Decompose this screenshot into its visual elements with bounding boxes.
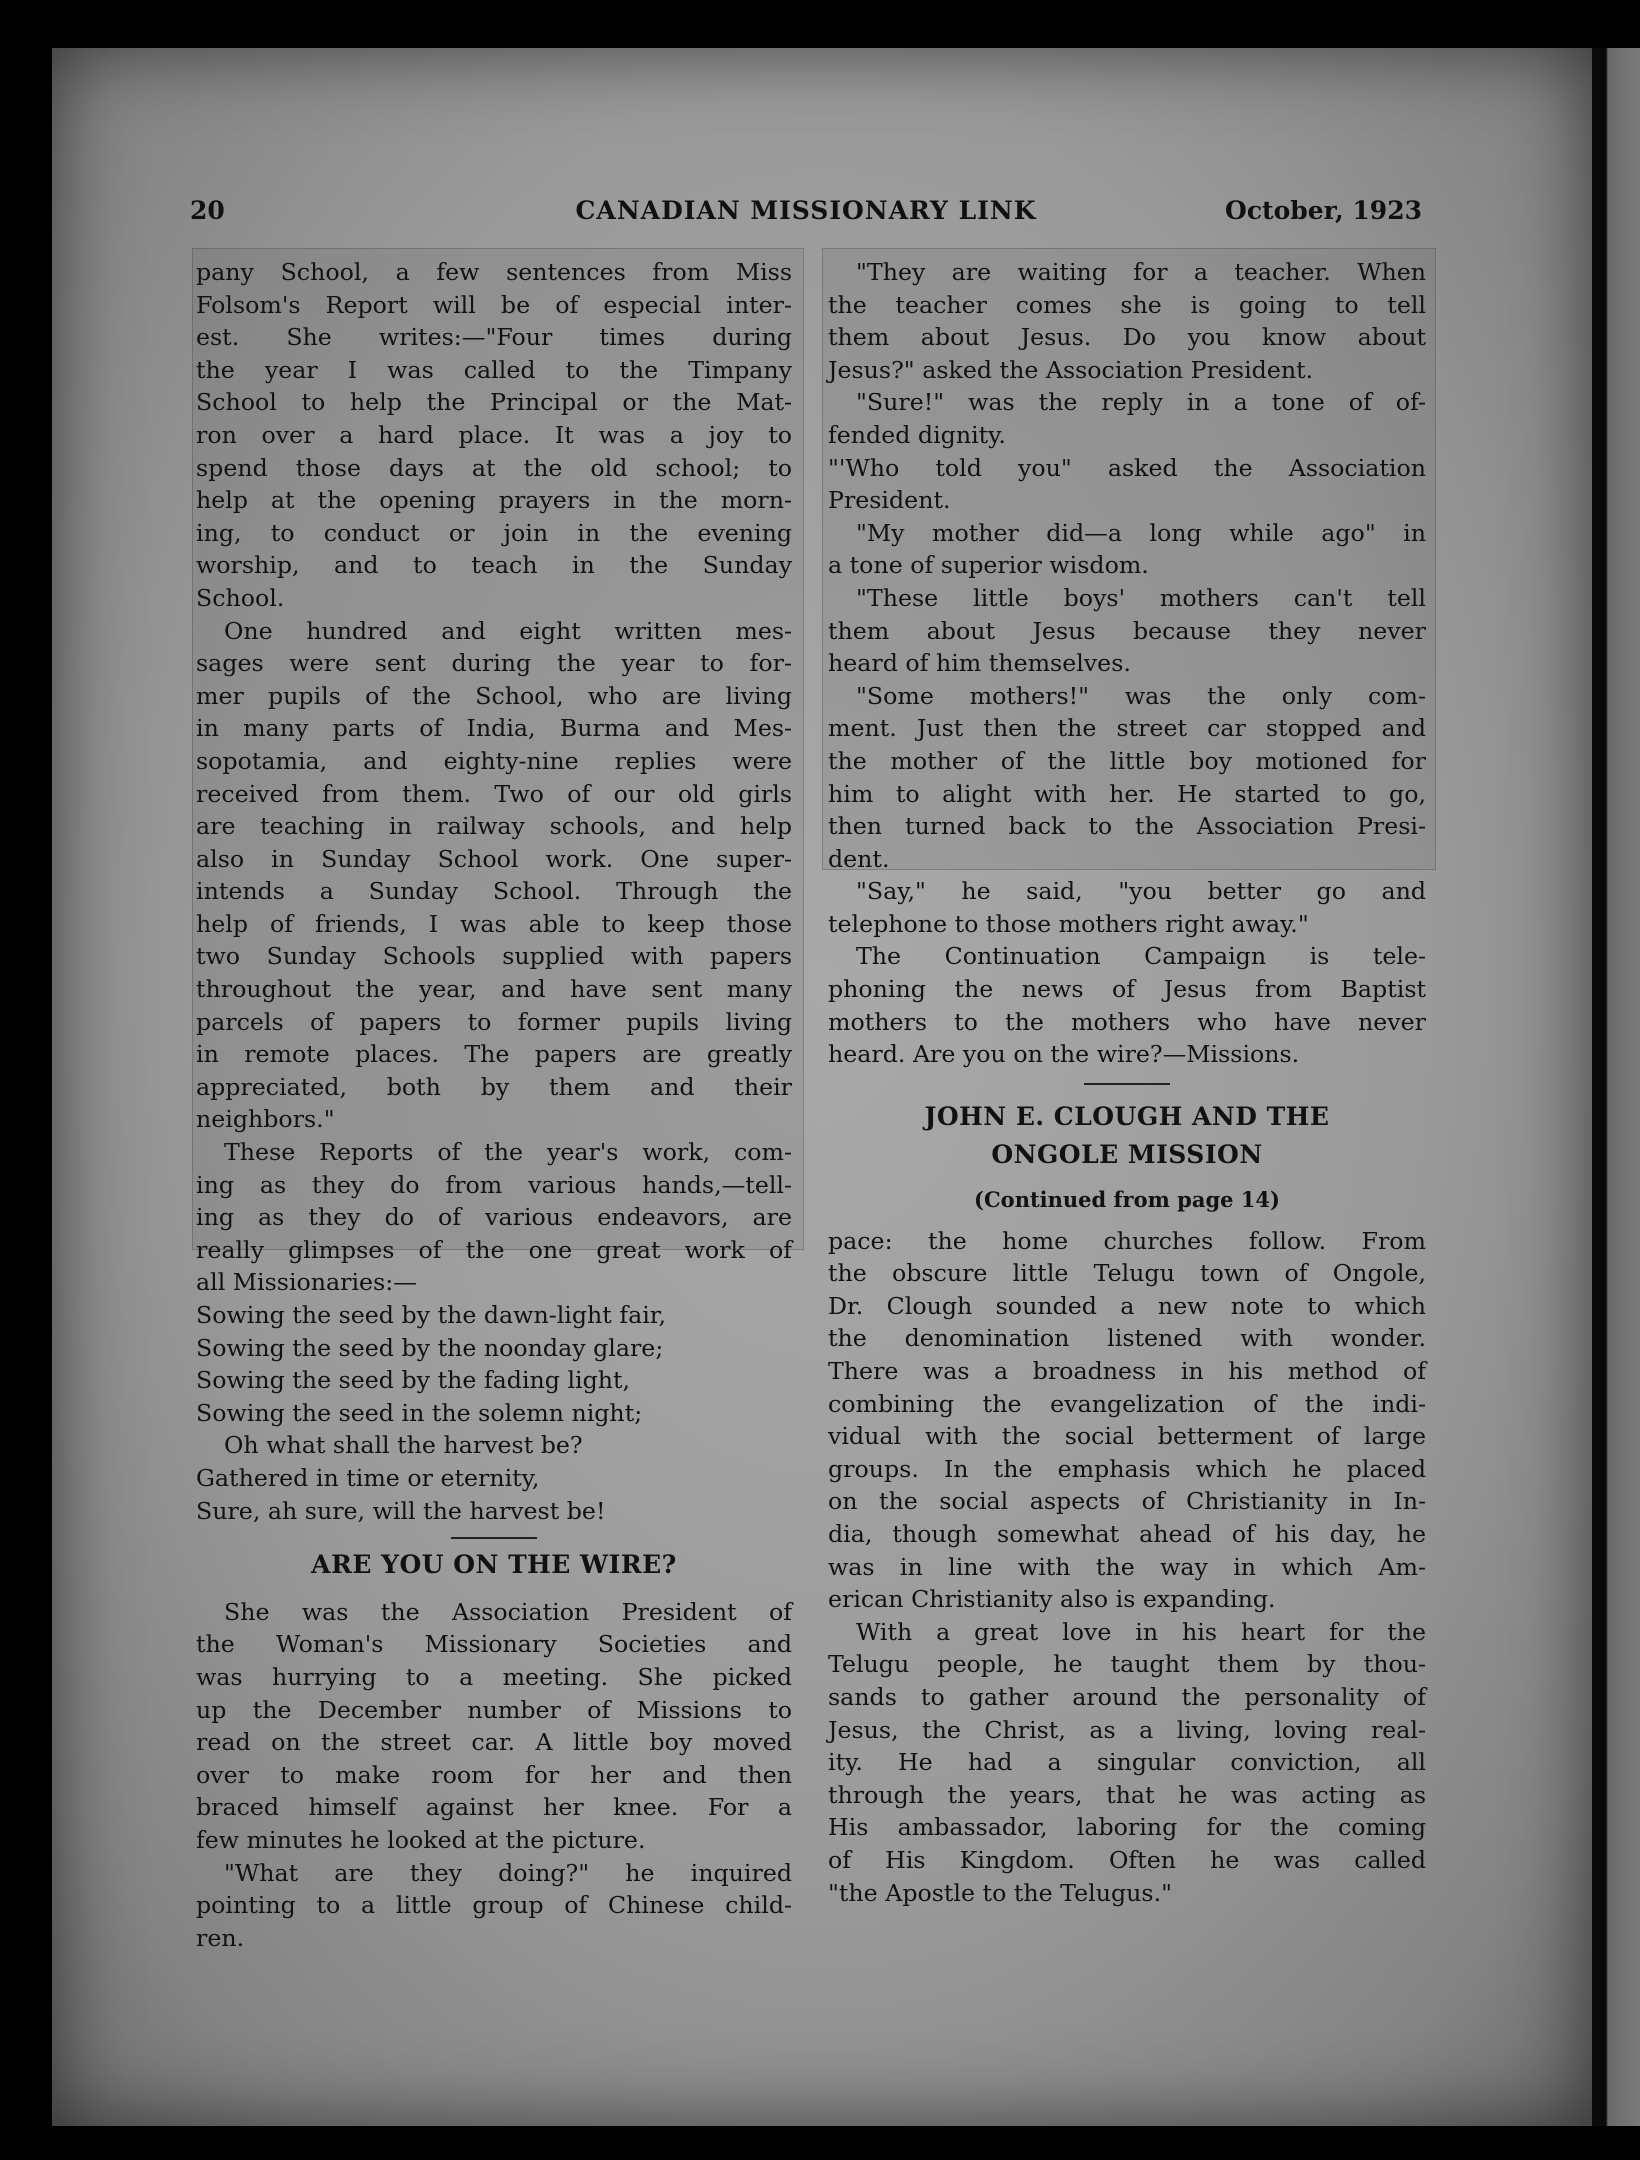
text-line: pany School, a few sentences from Miss [196,258,792,286]
text-line: help of friends, I was able to keep those [196,909,792,938]
text-line: vidual with the social betterment of large [828,1422,1426,1451]
text-line: dia, though somewhat ahead of his day, he [828,1519,1426,1548]
text-line: heard of him themselves. [828,649,1131,678]
text-line: a tone of superior wisdom. [828,551,1149,580]
text-line: two Sunday Schools supplied with papers [196,942,792,971]
text-line: pointing to a little group of Chinese child- [196,1891,792,1920]
paragraph [828,582,1426,680]
left-column [196,256,792,1954]
text-line: With a great love in his heart for the [856,1617,1426,1646]
text-line: are teaching in railway schools, and help [196,812,792,841]
text-line: ron over a hard place. It was a joy to [196,420,792,449]
text-line: "These little boys' mothers can't tell [856,583,1426,612]
text-line: sopotamia, and eighty-nine replies were [196,746,792,775]
text-line: These Reports of the year's work, com- [224,1138,792,1167]
text-line: est. She writes:—"Four times during [196,323,792,352]
article-subheading: (Continued from page 14) [974,1187,1280,1213]
text-line: in remote places. The papers are greatly [196,1040,792,1069]
paragraph [196,1136,792,1299]
paragraph [828,680,1426,876]
paragraph [196,1596,792,1857]
text-line: ment. Just then the street car stopped and [828,714,1426,743]
paragraph [828,256,1426,386]
text-line: One hundred and eight written mes- [224,616,792,645]
poem-line: Oh what shall the harvest be? [224,1431,583,1460]
text-line: "What are they doing?" he inquired [224,1858,792,1887]
text-line: on the social aspects of Christianity in In- [828,1487,1426,1516]
text-line: few minutes he looked at the picture. [196,1825,646,1854]
text-line: She was the Association President of [224,1597,792,1626]
paragraph [828,517,1426,582]
section-divider [1084,1083,1170,1085]
text-line: groups. In the emphasis which he placed [828,1454,1426,1483]
text-line: Telugu people, he taught them by thou- [828,1650,1426,1679]
text-line: all Missionaries:— [196,1268,417,1297]
text-line: School to help the Principal or the Mat- [196,388,792,417]
heading-spacer [196,1582,792,1596]
text-line: "Some mothers!" was the only com- [856,681,1426,710]
text-line: up the December number of Missions to [196,1695,792,1724]
text-line: "Say," he said, "you better go and [856,877,1426,906]
running-header [190,196,1422,240]
paragraph [828,875,1426,940]
text-line: received from them. Two of our old girls [196,779,792,808]
text-line: him to alight with her. He started to go, [828,779,1426,808]
text-line: His ambassador, laboring for the coming [828,1813,1426,1842]
text-line: pace: the home churches follow. From [828,1226,1426,1255]
right-column [828,256,1426,1909]
text-line: Jesus, the Christ, as a living, loving real- [828,1715,1426,1744]
text-line: Folsom's Report will be of especial inter- [196,290,792,319]
text-line: worship, and to teach in the Sunday [196,551,792,580]
poem-line: Sowing the seed by the noonday glare; [196,1333,664,1362]
text-line: The Continuation Campaign is tele- [856,942,1426,971]
text-line: in many parts of India, Burma and Mes- [196,714,792,743]
text-line: was hurrying to a meeting. She picked [196,1662,792,1691]
article-heading: JOHN E. CLOUGH AND THE [924,1101,1330,1131]
paragraph [828,940,1426,1070]
text-line: was in line with the way in which Am- [828,1552,1426,1581]
text-line: the obscure little Telugu town of Ongole, [828,1259,1426,1288]
text-line: "They are waiting for a teacher. When [856,258,1426,286]
text-line: also in Sunday School work. One super- [196,844,792,873]
text-line: heard. Are you on the wire?—Missions. [828,1040,1300,1069]
text-line: the denomination listened with wonder. [828,1324,1426,1353]
paragraph [828,386,1426,451]
text-line: the Woman's Missionary Societies and [196,1630,792,1659]
text-line: School. [196,583,285,612]
text-line: "My mother did—a long while ago" in [856,518,1426,547]
text-line: sages were sent during the year to for- [196,649,792,678]
text-line: really glimpses of the one great work of [196,1235,792,1264]
text-line: "Sure!" was the reply in a tone of of- [856,388,1426,417]
text-line: ren. [196,1923,245,1952]
text-line: neighbors." [196,1105,335,1134]
paragraph [828,452,1426,517]
text-line: Dr. Clough sounded a new note to which [828,1291,1426,1320]
text-line: ity. He had a singular conviction, all [828,1748,1426,1777]
text-line: ing as they do of various endeavors, are [196,1203,792,1232]
text-line: combining the evangelization of the indi- [828,1389,1426,1418]
text-line: "'Who told you" asked the Association [828,453,1426,482]
paragraph [196,1857,792,1955]
text-line: mothers to the mothers who have never [828,1007,1426,1036]
poem-line: Sowing the seed by the fading light, [196,1366,631,1395]
issue-date: October, 1923 [1225,196,1422,225]
poem [196,1299,792,1527]
magazine-title: CANADIAN MISSIONARY LINK [575,196,1037,225]
text-line: ing as they do from various hands,—tell- [196,1170,792,1199]
text-line: President. [828,486,951,515]
text-line: read on the street car. A little boy moved [196,1728,792,1757]
article-heading: ARE YOU ON THE WIRE? [311,1550,677,1580]
text-line: telephone to those mothers right away." [828,909,1309,938]
text-line: then turned back to the Association Presi- [828,812,1426,841]
text-line: them about Jesus. Do you know about [828,323,1426,352]
text-line: through the years, that he was acting as [828,1780,1426,1809]
poem-line: Gathered in time or eternity, [196,1463,540,1492]
text-line: throughout the year, and have sent many [196,975,792,1004]
text-line: the mother of the little boy motioned for [828,746,1426,775]
text-line: the teacher comes she is going to tell [828,290,1426,319]
poem-line: Sure, ah sure, will the harvest be! [196,1496,606,1525]
text-line: Jesus?" asked the Association President. [828,355,1314,384]
text-line: braced himself against her knee. For a [196,1793,792,1822]
text-line: "the Apostle to the Telugus." [828,1878,1172,1907]
text-line: There was a broadness in his method of [828,1357,1426,1385]
paragraph [196,615,792,1137]
paragraph [828,1225,1426,1616]
text-line: of His Kingdom. Often he was called [828,1845,1426,1874]
text-line: over to make room for her and then [196,1760,792,1789]
text-line: them about Jesus because they never [828,616,1426,645]
text-line: spend those days at the old school; to [196,453,792,482]
poem-line: Sowing the seed by the dawn-light fair, [196,1301,667,1329]
text-line: phoning the news of Jesus from Baptist [828,975,1426,1004]
text-line: help at the opening prayers in the morn- [196,486,792,515]
text-line: dent. [828,844,890,873]
paragraph [828,1616,1426,1909]
paragraph [196,256,792,615]
text-line: ing, to conduct or join in the evening [196,518,792,547]
article-heading: ONGOLE MISSION [991,1140,1263,1170]
text-line: intends a Sunday School. Through the [196,877,792,906]
text-line: sands to gather around the personality of [828,1682,1426,1711]
text-line: fended dignity. [828,420,1006,449]
text-line: the year I was called to the Timpany [196,355,792,384]
poem-line: Sowing the seed in the solemn night; [196,1398,643,1427]
text-line: mer pupils of the School, who are living [196,681,792,710]
page-number: 20 [190,196,225,225]
text-line: parcels of papers to former pupils living [196,1007,792,1036]
text-line: erican Christianity also is expanding. [828,1585,1276,1614]
section-divider [451,1537,537,1539]
next-page-edge [1592,48,1640,2126]
text-line: appreciated, both by them and their [196,1072,792,1101]
